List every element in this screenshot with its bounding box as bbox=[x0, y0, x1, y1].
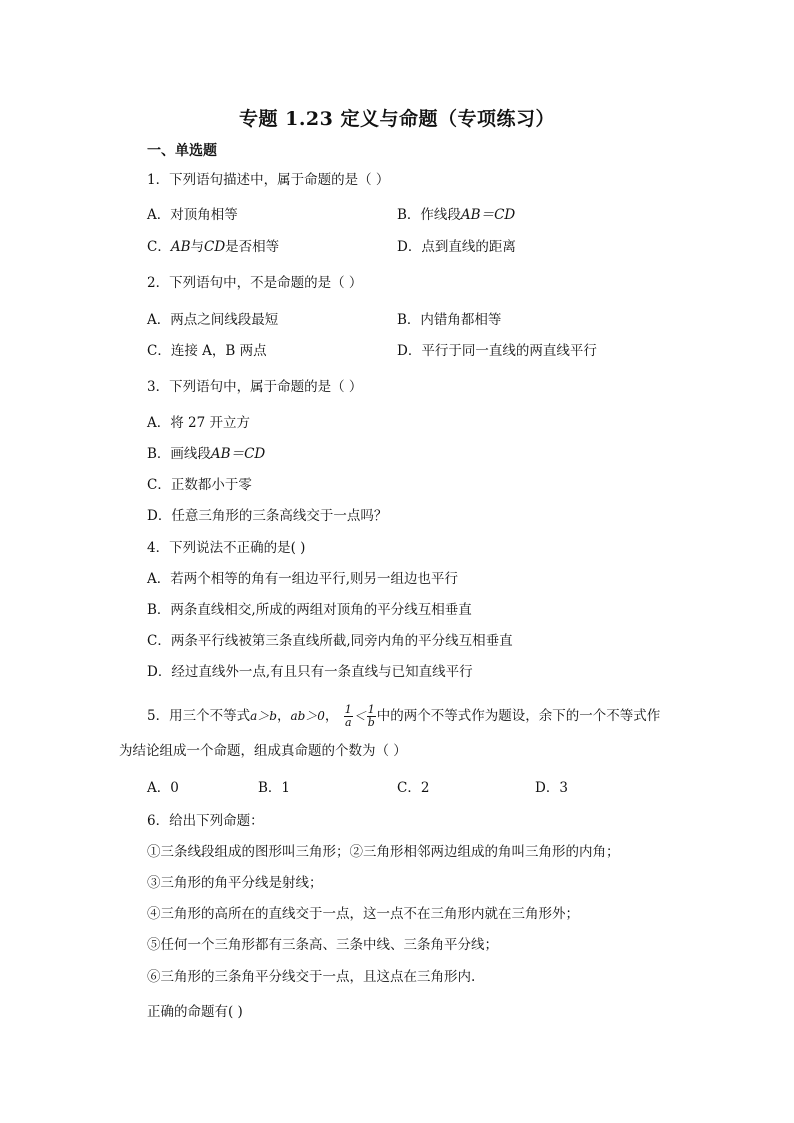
q6-statement-4: ④三角形的高所在的直线交于一点，这一点不在三角形内就在三角形外； bbox=[147, 906, 579, 922]
q3-stem: 3．下列语句中，属于命题的是（ ） bbox=[147, 379, 363, 395]
q6-statement-1-2: ①三条线段组成的图形叫三角形；②三角形相邻两边组成的角叫三角形的内角； bbox=[147, 844, 620, 860]
q5-fraction-1 bbox=[344, 704, 353, 729]
q2-option-c: C．连接 A，B 两点 bbox=[147, 343, 267, 359]
q1-option-a: A．对顶角相等 bbox=[147, 207, 238, 223]
q1-option-c-mid: 与 bbox=[190, 239, 205, 255]
q4-option-c: C．两条平行线被第三条直线所截,同旁内角的平分线互相垂直 bbox=[147, 633, 513, 649]
q5-inequality-1: a＞b bbox=[250, 709, 277, 723]
q1-option-c bbox=[147, 238, 279, 256]
q1-option-c-suffix: 是否相等 bbox=[225, 239, 280, 255]
q5-option-b: B．1 bbox=[258, 780, 291, 796]
q2-option-b: B．内错角都相等 bbox=[397, 312, 502, 328]
q5-option-d: D．3 bbox=[535, 780, 568, 796]
q5-fraction-1-numerator: 1 bbox=[344, 703, 352, 716]
q5-fraction-1-denominator: a bbox=[344, 716, 352, 729]
q5-less-than: ＜ bbox=[353, 709, 366, 723]
q6-statement-3: ③三角形的角平分线是射线； bbox=[147, 875, 323, 891]
q2-option-d: D．平行于同一直线的两直线平行 bbox=[397, 343, 597, 359]
q5-stem-line2: 为结论组成一个命题，组成真命题的个数为（ ） bbox=[119, 743, 407, 759]
q3-option-c: C．正数都小于零 bbox=[147, 477, 252, 493]
q1-option-c-prefix: C． bbox=[147, 239, 171, 255]
q1-option-b bbox=[397, 206, 515, 224]
q5-separator-1: ， bbox=[276, 708, 291, 724]
q5-stem-suffix: 中的两个不等式作为题设，余下的一个不等式作 bbox=[376, 708, 661, 724]
q5-option-a: A．0 bbox=[147, 780, 179, 796]
q3-option-d: D．任意三角形的三条高线交于一点吗？ bbox=[147, 508, 388, 524]
q5-stem-prefix: 5．用三个不等式 bbox=[147, 708, 251, 724]
q5-inequality-2: ab＞0 bbox=[290, 709, 325, 723]
q2-stem: 2．下列语句中，不是命题的是（ ） bbox=[147, 275, 363, 291]
section-heading: 一、单选题 bbox=[147, 143, 217, 159]
q4-option-d: D．经过直线外一点,有且只有一条直线与已知直线平行 bbox=[147, 664, 473, 680]
q4-stem: 4．下列说法不正确的是( ) bbox=[147, 540, 306, 556]
page-title: 专题 1.23 定义与命题（专项练习） bbox=[238, 108, 555, 130]
q1-stem: 1．下列语句描述中，属于命题的是（ ） bbox=[147, 172, 390, 188]
q4-option-b: B．两条直线相交,所成的两组对顶角的平分线互相垂直 bbox=[147, 602, 472, 618]
q1-option-c-math1: AB bbox=[170, 239, 191, 255]
q6-statement-5: ⑤任何一个三角形都有三条高、三条中线、三条角平分线； bbox=[147, 937, 498, 953]
q2-option-a: A．两点之间线段最短 bbox=[147, 312, 279, 328]
q5-stem bbox=[147, 700, 660, 732]
q1-option-d: D．点到直线的距离 bbox=[397, 239, 516, 255]
q5-option-c: C．2 bbox=[397, 780, 430, 796]
q1-option-c-math2: CD bbox=[204, 239, 226, 255]
q5-fraction-2 bbox=[367, 704, 376, 729]
q1-option-b-math: AB＝CD bbox=[460, 207, 516, 223]
q6-stem: 6．给出下列命题： bbox=[147, 813, 264, 829]
q5-separator-2: ， bbox=[324, 708, 339, 724]
q6-statement-6: ⑥三角形的三条角平分线交于一点，且这点在三角形内. bbox=[147, 969, 476, 985]
q3-option-b bbox=[147, 445, 265, 463]
q5-fraction-2-numerator: 1 bbox=[367, 703, 375, 716]
q3-option-b-text: B．画线段 bbox=[147, 446, 211, 462]
q6-answer-prompt: 正确的命题有( ) bbox=[147, 1004, 243, 1020]
q5-fraction-2-denominator: b bbox=[367, 716, 375, 729]
q4-option-a: A．若两个相等的角有一组边平行,则另一组边也平行 bbox=[147, 571, 459, 587]
q3-option-a: A．将 27 开立方 bbox=[147, 415, 251, 431]
q3-option-b-math: AB＝CD bbox=[210, 446, 266, 462]
q1-option-b-text: B．作线段 bbox=[397, 207, 461, 223]
